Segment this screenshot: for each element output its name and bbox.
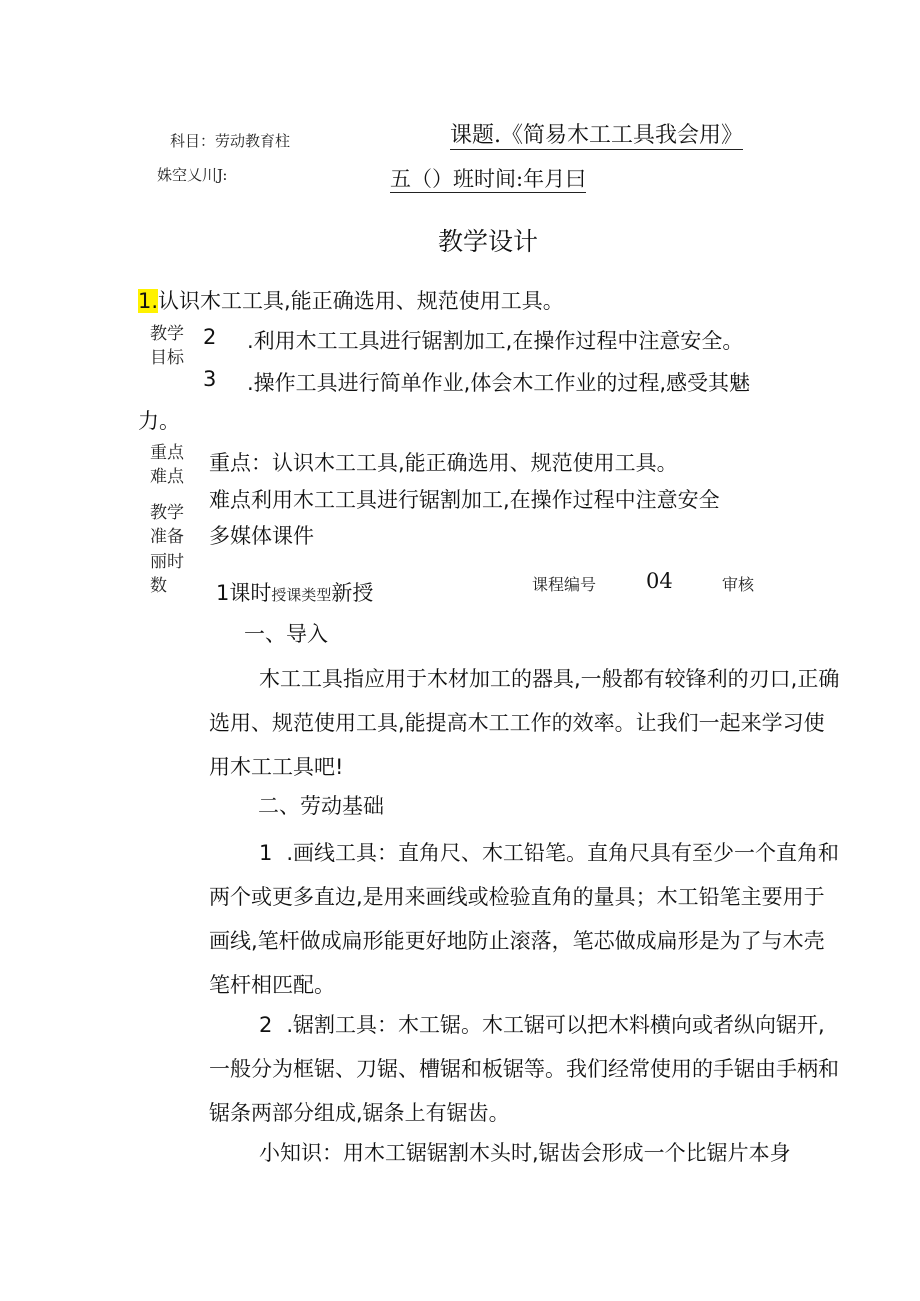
- teacher-label: 姝空乂川J:: [157, 166, 228, 184]
- lesson-title: [450, 118, 743, 149]
- goal-2-text: .利用木工工具进行锯割加工,在操作过程中注意安全。: [247, 329, 744, 353]
- section-intro-heading: 一、导入: [244, 622, 328, 646]
- review-label: 审核: [722, 575, 755, 594]
- hours-label: 丽时数: [150, 552, 184, 596]
- code-label: 课程编号: [532, 575, 597, 594]
- drawing-tools-paragraph: [209, 831, 845, 1007]
- intro-paragraph: 木工工具指应用于木材加工的器具,一般都有较锋利的刃口,正确选用、规范使用工具,能提高木工工作的效率。让我们一起来学习使用木工工具吧!: [209, 667, 840, 779]
- class-time-text: 五（）班时间:年月曰: [390, 167, 587, 191]
- doc-title: 教学设计: [438, 227, 539, 256]
- difficulty-row: [209, 484, 789, 512]
- paragraph-1-number: 1: [259, 841, 273, 865]
- goal-1-text: 认识木工工具,能正确选用、规范使用工具。: [158, 289, 564, 313]
- subject-label: 科目：劳动教育柱: [170, 132, 291, 150]
- sawing-tools-paragraph: [209, 1003, 845, 1135]
- prep-value: 多媒体课件: [209, 524, 314, 548]
- difficulty-point: 难点利用木工工具进行锯割加工,在操作过程中注意安全: [209, 488, 720, 512]
- goal-3-continued: 力。: [138, 409, 180, 433]
- section-basics-heading: 二、劳动基础: [258, 794, 384, 818]
- hours-row: [216, 577, 373, 607]
- goal-3-text: .操作工具进行简单作业,体会木工作业的过程,感受其魅: [247, 371, 751, 395]
- tip-paragraph: 小知识：用木工锯锯割木头时,锯齿会形成一个比锯片本身: [259, 1141, 791, 1165]
- key-point: 重点：认识木工工具,能正确选用、规范使用工具。: [209, 451, 678, 475]
- keypoints-label: 重点难点: [150, 443, 184, 487]
- goal-3-number: 3: [203, 367, 217, 391]
- paragraph-2-number: 2: [259, 1013, 273, 1037]
- paragraph-2-text: .锯割工具：木工锯。木工锯可以把木料横向或者纵向锯开,一般分为框锯、刀锯、槽锯和板锯等。我们经常使用的手锯由手柄和锯条两部分组成,锯条上有锯齿。: [209, 1013, 839, 1125]
- goal-2-number: 2: [203, 325, 217, 349]
- lesson-title-text: 课题.《简易木工工具我会用》: [450, 123, 743, 148]
- paragraph-1-text: .画线工具：直角尺、木工铅笔。直角尺具有至少一个直角和两个或更多直边,是用来画线或检验直角的量具；木工铅笔主要用于画线,笔杆做成扁形能更好地防止滚落，笔芯做成扁形是为了与木壳笔杆相匹配。: [209, 841, 840, 997]
- class-time: [390, 163, 586, 193]
- hours-value: 1课时: [216, 581, 272, 605]
- code-value: 04: [646, 569, 673, 593]
- goal-1-number: 1.: [138, 289, 159, 313]
- type-label: 授课类型: [271, 586, 332, 604]
- type-value: 新授: [331, 581, 374, 605]
- goal-1: [138, 285, 564, 315]
- goals-label: 教学目标: [150, 324, 184, 368]
- prep-label: 教学准备: [150, 503, 184, 547]
